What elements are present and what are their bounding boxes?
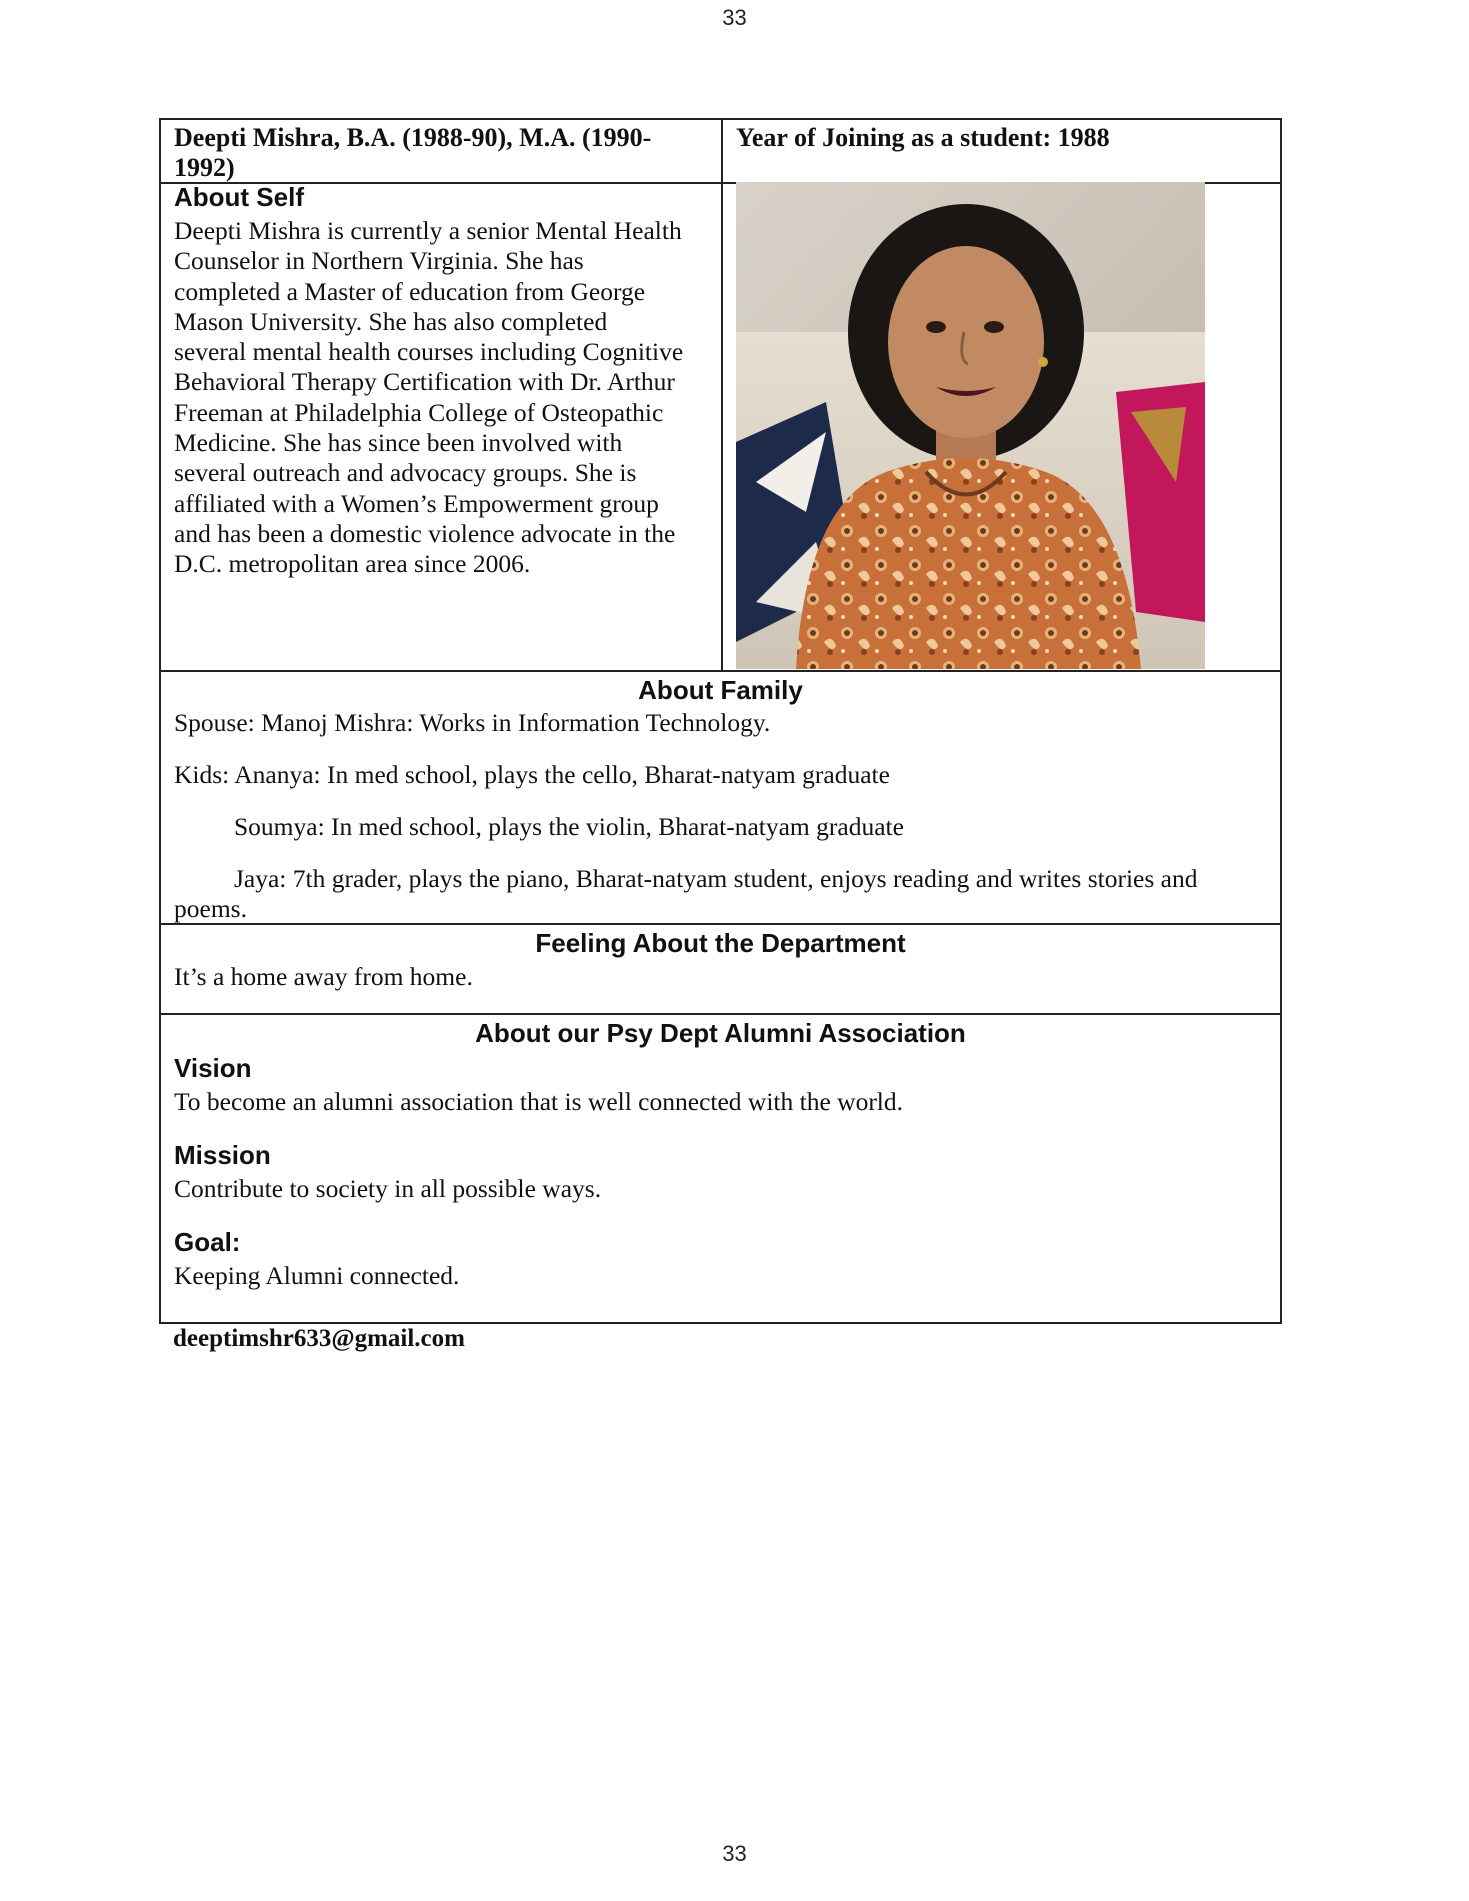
alumni-name [174,123,714,183]
about-self-line: Deepti Mishra is currently a senior Mental Health [174,216,682,245]
contact-email: deeptimshr633@gmail.com [173,1325,465,1352]
year-of-joining: Year of Joining as a student: 1988 [736,123,1110,152]
feeling-text: It’s a home away from home. [174,962,473,991]
mission-heading: Mission [174,1140,271,1170]
about-self-line: affiliated with a Women’s Empowerment group [174,488,659,518]
kids-line: Soumya: In med school, plays the violin, Bharat-natyam graduate [234,812,904,841]
vision-text: To become an alumni association that is well connected with the world. [174,1087,904,1116]
about-self-line: Counselor in Northern Virginia. She has [174,246,584,276]
row-divider [161,670,1280,672]
mission-text: Contribute to society in all possible ways. [174,1174,602,1203]
about-self-line: and has been a domestic violence advocate in the [174,518,676,548]
about-self-line: Mason University. She has also completed [174,306,608,336]
feeling-heading: Feeling About the Department [535,928,906,958]
about-self-line: several outreach and advocacy groups. She is [174,458,637,488]
spouse-line: Spouse: Manoj Mishra: Works in Information Technology. [174,708,771,737]
column-divider [721,120,723,672]
about-self-line: completed a Master of education from George [174,276,646,306]
association-heading: About our Psy Dept Alumni Association [475,1018,966,1048]
page-number-bottom: 33 [722,1841,747,1866]
alumni-name-line1: Deepti Mishra, B.A. (1988-90), M.A. (1990- [174,123,652,152]
about-self-line: several mental health courses including Cognitive [174,337,684,367]
page-number-top: 33 [722,5,747,30]
kids-line: Jaya: 7th grader, plays the piano, Bharat-natyam student, enjoys reading and writes stories and [234,864,1198,893]
profile-photo [736,182,1205,669]
goal-text: Keeping Alumni connected. [174,1261,460,1290]
about-self-text [174,216,719,580]
row-divider [161,1013,1280,1015]
kids-line-continued: poems. [174,894,247,923]
vision-heading: Vision [174,1053,252,1083]
profile-table [159,118,1282,1324]
about-self-line: Freeman at Philadelphia College of Osteopathic [174,397,664,427]
alumni-name-line2: 1992) [174,153,235,182]
about-self-heading: About Self [174,182,304,212]
about-self-line: Medicine. She has since been involved with [174,428,623,458]
about-self-line: D.C. metropolitan area since 2006. [174,549,531,579]
row-divider [161,923,1280,925]
goal-heading: Goal: [174,1227,241,1257]
about-self-line: Behavioral Therapy Certification with Dr. Arthur [174,367,675,397]
kids-line: Kids: Ananya: In med school, plays the cello, Bharat-natyam graduate [174,760,890,789]
about-family-heading: About Family [638,675,803,705]
